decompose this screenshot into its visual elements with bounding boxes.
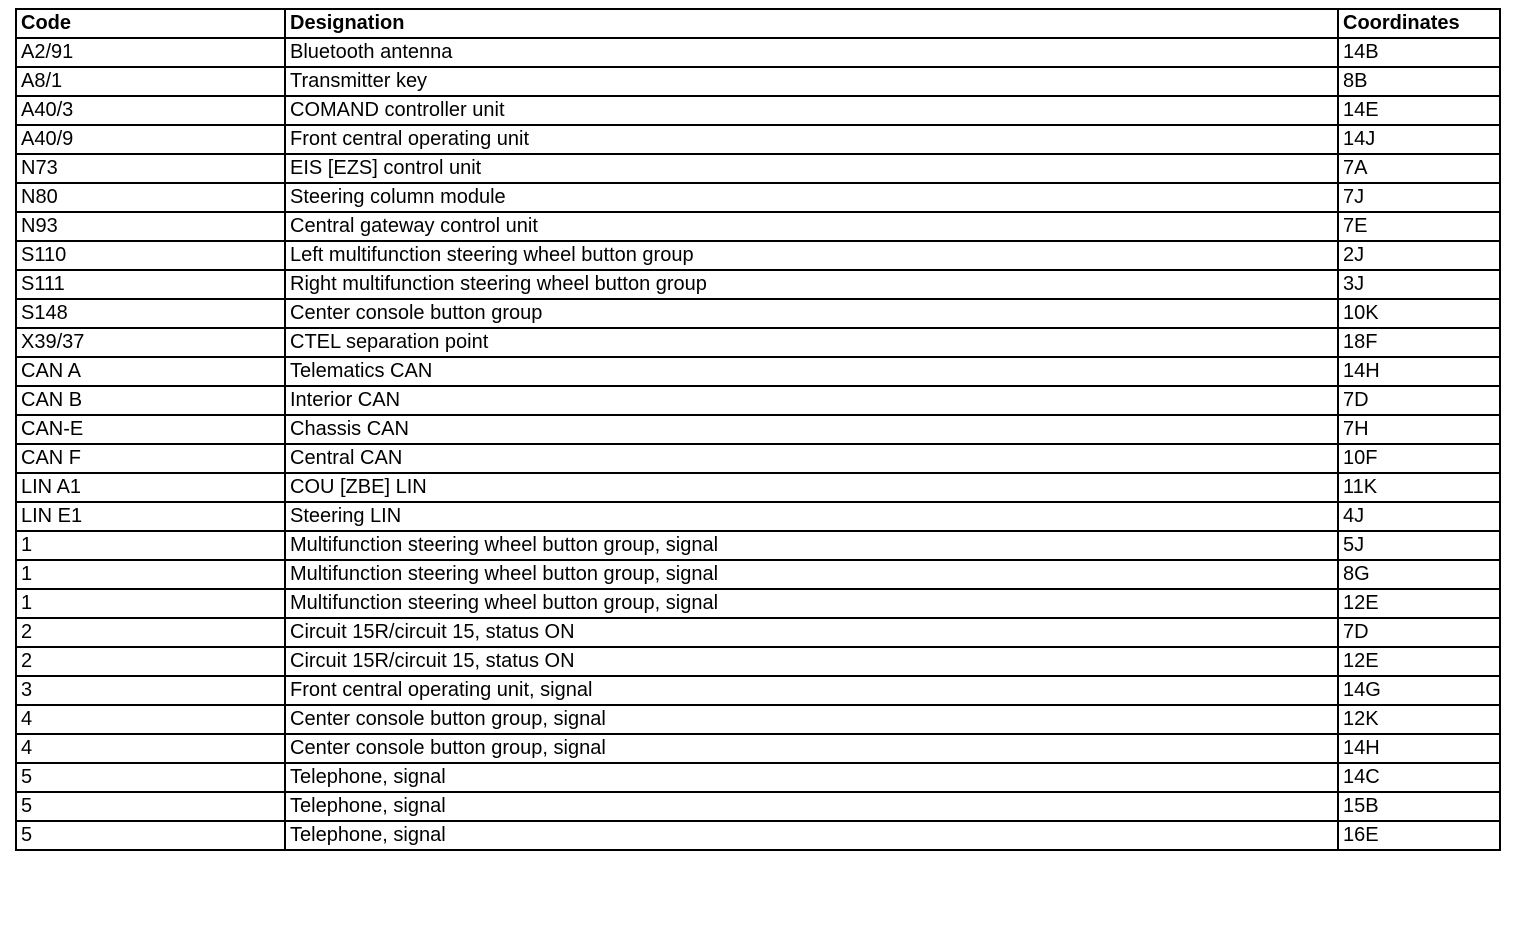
table-row	[16, 531, 1500, 560]
table-body	[16, 38, 1500, 850]
table-row	[16, 270, 1500, 299]
table-row	[16, 328, 1500, 357]
table-row	[16, 125, 1500, 154]
designation-cell: COU [ZBE] LIN	[285, 473, 1338, 502]
designation-cell: Bluetooth antenna	[285, 38, 1338, 67]
designation-cell: Front central operating unit, signal	[285, 676, 1338, 705]
code-cell: LIN E1	[16, 502, 285, 531]
table-row	[16, 676, 1500, 705]
designation-cell: Multifunction steering wheel button group, signal	[285, 589, 1338, 618]
coordinates-cell: 10F	[1338, 444, 1500, 473]
table-row	[16, 154, 1500, 183]
code-cell: N73	[16, 154, 285, 183]
table-row	[16, 792, 1500, 821]
coordinates-cell: 14B	[1338, 38, 1500, 67]
table-row	[16, 183, 1500, 212]
code-cell: CAN-E	[16, 415, 285, 444]
table-row	[16, 589, 1500, 618]
table-row	[16, 734, 1500, 763]
code-cell: 1	[16, 531, 285, 560]
code-cell: A40/3	[16, 96, 285, 125]
code-cell: 5	[16, 821, 285, 850]
coordinates-cell: 14H	[1338, 734, 1500, 763]
code-cell: A8/1	[16, 67, 285, 96]
code-cell: N93	[16, 212, 285, 241]
table-row	[16, 705, 1500, 734]
designation-cell: Central gateway control unit	[285, 212, 1338, 241]
code-cell: 1	[16, 589, 285, 618]
table-row	[16, 502, 1500, 531]
table-row	[16, 241, 1500, 270]
designation-cell: Circuit 15R/circuit 15, status ON	[285, 618, 1338, 647]
code-cell: A40/9	[16, 125, 285, 154]
component-legend-table	[15, 8, 1501, 851]
code-cell: 4	[16, 734, 285, 763]
designation-cell: Center console button group, signal	[285, 705, 1338, 734]
coordinates-cell: 14C	[1338, 763, 1500, 792]
designation-cell: Left multifunction steering wheel button group	[285, 241, 1338, 270]
table-row	[16, 299, 1500, 328]
designation-cell: EIS [EZS] control unit	[285, 154, 1338, 183]
code-column-header: Code	[16, 9, 285, 38]
code-cell: 5	[16, 792, 285, 821]
code-cell: 3	[16, 676, 285, 705]
designation-column-header: Designation	[285, 9, 1338, 38]
coordinates-cell: 15B	[1338, 792, 1500, 821]
designation-cell: Multifunction steering wheel button group, signal	[285, 531, 1338, 560]
table-row	[16, 415, 1500, 444]
code-cell: LIN A1	[16, 473, 285, 502]
code-cell: CAN A	[16, 357, 285, 386]
coordinates-column-header: Coordinates	[1338, 9, 1500, 38]
coordinates-cell: 10K	[1338, 299, 1500, 328]
coordinates-cell: 14G	[1338, 676, 1500, 705]
code-cell: S148	[16, 299, 285, 328]
coordinates-cell: 3J	[1338, 270, 1500, 299]
table-row	[16, 821, 1500, 850]
code-cell: 5	[16, 763, 285, 792]
table-row	[16, 763, 1500, 792]
coordinates-cell: 18F	[1338, 328, 1500, 357]
table-row	[16, 473, 1500, 502]
coordinates-cell: 7J	[1338, 183, 1500, 212]
designation-cell: Front central operating unit	[285, 125, 1338, 154]
code-cell: 2	[16, 647, 285, 676]
designation-cell: Telephone, signal	[285, 821, 1338, 850]
coordinates-cell: 14J	[1338, 125, 1500, 154]
code-cell: A2/91	[16, 38, 285, 67]
table-row	[16, 96, 1500, 125]
code-cell: 4	[16, 705, 285, 734]
table-row	[16, 357, 1500, 386]
coordinates-cell: 14H	[1338, 357, 1500, 386]
coordinates-cell: 2J	[1338, 241, 1500, 270]
table-row	[16, 212, 1500, 241]
table-row	[16, 618, 1500, 647]
designation-cell: Steering column module	[285, 183, 1338, 212]
code-cell: N80	[16, 183, 285, 212]
designation-cell: Telephone, signal	[285, 763, 1338, 792]
designation-cell: Interior CAN	[285, 386, 1338, 415]
coordinates-cell: 12E	[1338, 647, 1500, 676]
table-row	[16, 647, 1500, 676]
coordinates-cell: 16E	[1338, 821, 1500, 850]
designation-cell: CTEL separation point	[285, 328, 1338, 357]
code-cell: CAN F	[16, 444, 285, 473]
designation-cell: Central CAN	[285, 444, 1338, 473]
coordinates-cell: 12E	[1338, 589, 1500, 618]
designation-cell: Transmitter key	[285, 67, 1338, 96]
table-row	[16, 67, 1500, 96]
code-cell: S110	[16, 241, 285, 270]
designation-cell: Center console button group	[285, 299, 1338, 328]
designation-cell: Telephone, signal	[285, 792, 1338, 821]
coordinates-cell: 7D	[1338, 618, 1500, 647]
coordinates-cell: 14E	[1338, 96, 1500, 125]
coordinates-cell: 7E	[1338, 212, 1500, 241]
code-cell: S111	[16, 270, 285, 299]
designation-cell: Circuit 15R/circuit 15, status ON	[285, 647, 1338, 676]
code-cell: X39/37	[16, 328, 285, 357]
coordinates-cell: 4J	[1338, 502, 1500, 531]
coordinates-cell: 11K	[1338, 473, 1500, 502]
coordinates-cell: 7H	[1338, 415, 1500, 444]
table-row	[16, 444, 1500, 473]
code-cell: CAN B	[16, 386, 285, 415]
table-row	[16, 560, 1500, 589]
designation-cell: COMAND controller unit	[285, 96, 1338, 125]
designation-cell: Chassis CAN	[285, 415, 1338, 444]
table-header	[16, 9, 1500, 38]
table-row	[16, 386, 1500, 415]
designation-cell: Steering LIN	[285, 502, 1338, 531]
designation-cell: Telematics CAN	[285, 357, 1338, 386]
header-row	[16, 9, 1500, 38]
coordinates-cell: 7A	[1338, 154, 1500, 183]
designation-cell: Right multifunction steering wheel button group	[285, 270, 1338, 299]
coordinates-cell: 7D	[1338, 386, 1500, 415]
code-cell: 1	[16, 560, 285, 589]
code-cell: 2	[16, 618, 285, 647]
coordinates-cell: 8B	[1338, 67, 1500, 96]
table-row	[16, 38, 1500, 67]
coordinates-cell: 12K	[1338, 705, 1500, 734]
designation-cell: Multifunction steering wheel button group, signal	[285, 560, 1338, 589]
coordinates-cell: 5J	[1338, 531, 1500, 560]
coordinates-cell: 8G	[1338, 560, 1500, 589]
designation-cell: Center console button group, signal	[285, 734, 1338, 763]
